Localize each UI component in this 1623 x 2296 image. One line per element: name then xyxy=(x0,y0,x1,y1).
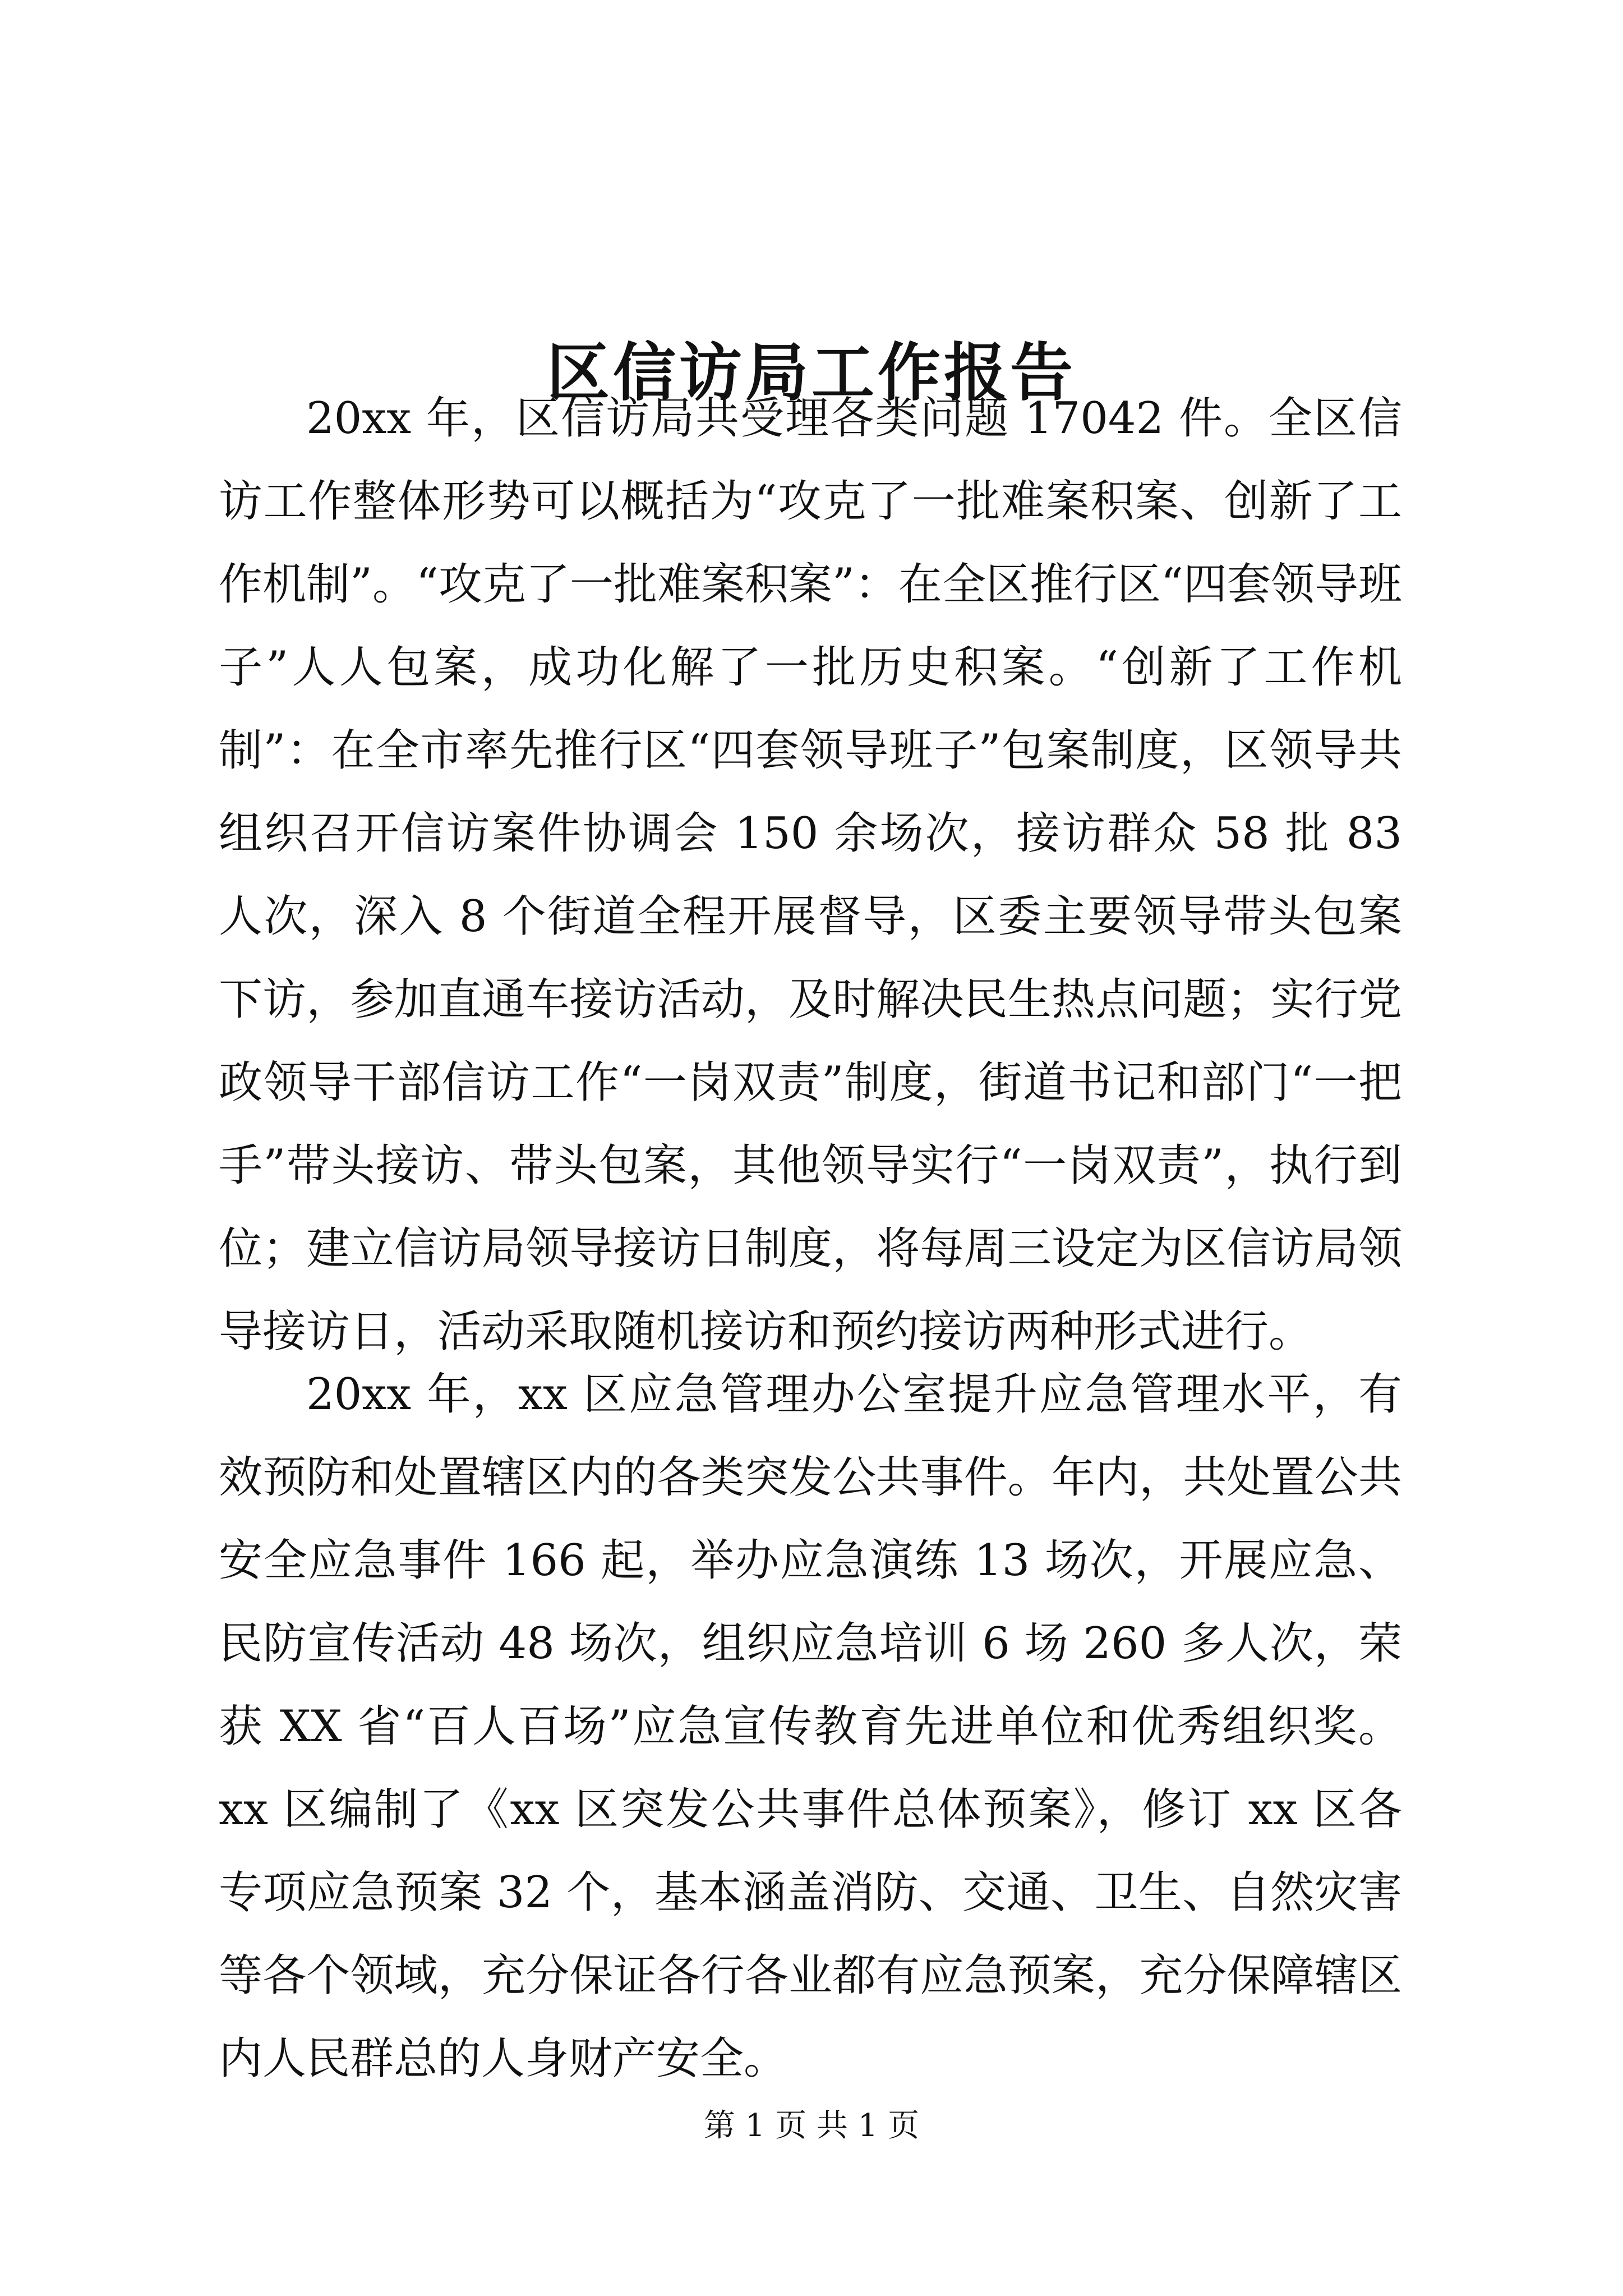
body-paragraph-2: 20xx 年，xx 区应急管理办公室提升应急管理水平，有效预防和处置辖区内的各类突发公共事件。年内，共处置公共安全应急事件 166 起，举办应急演练 13 场次，开展应急、民防宣传活动 48 场次，组织应急培训 6 场 260 多人次，荣获 XX 省“百人百场”应急宣传教育先进单位和优秀组织奖。xx 区编制了《xx 区突发公共事件总体预案》，修订 xx 区各专项应急预案 32 个，基本涵盖消防、交通、卫生、自然灾害等各个领域，充分保证各行各业都有应急预案，充分保障辖区内人民群总的人身财产安全。 xyxy=(219,1369,1402,2084)
document-title: 区信访局工作报告 xyxy=(547,336,1076,410)
page-footer: 第 1 页 共 1 页 xyxy=(703,2108,920,2144)
body-paragraph-1: 20xx 年，区信访局共受理各类问题 17042 件。全区信访工作整体形势可以概括为“攻克了一批难案积案、创新了工作机制”。“攻克了一批难案积案”：在全区推行区“四套领导班子”人人包案，成功化解了一批历史积案。“创新了工作机制”：在全市率先推行区“四套领导班子”包案制度，区领导共组织召开信访案件协调会 150 余场次，接访群众 58 批 83 人次，深入 8 个街道全程开展督导，区委主要领导带头包案下访，参加直通车接访活动，及时解决民生热点问题；实行党政领导干部信访工作“一岗双责”制度，街道书记和部门“一把手”带头接访、带头包案，其他领导实行“一岗双责”，执行到位；建立信访局领导接访日制度，将每周三设定为区信访局领导接访日，活动采取随机接访和预约接访两种形式进行。 xyxy=(219,393,1402,1357)
